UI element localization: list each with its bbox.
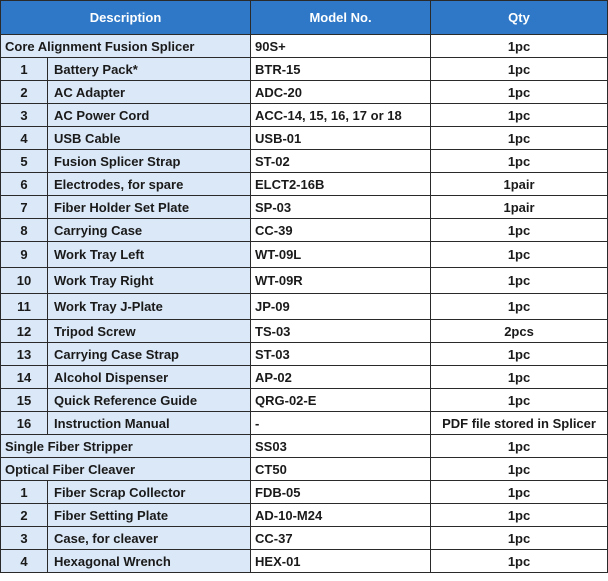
table-row: [1, 104, 608, 127]
table-row: [1, 268, 608, 294]
row-description: Quick Reference Guide: [48, 389, 251, 412]
header-row: [1, 1, 608, 35]
row-qty: 1pc: [431, 389, 608, 412]
table-row: [1, 219, 608, 242]
row-number: 1: [1, 58, 48, 81]
table-row: [1, 242, 608, 268]
row-model: ACC-14, 15, 16, 17 or 18: [251, 104, 431, 127]
row-qty: 1pc: [431, 150, 608, 173]
row-description: Carrying Case: [48, 219, 251, 242]
row-qty: 1pair: [431, 196, 608, 219]
table-row: [1, 504, 608, 527]
table-row: [1, 196, 608, 219]
row-qty: 1pc: [431, 458, 608, 481]
header-qty: Qty: [431, 1, 608, 35]
row-description: Single Fiber Stripper: [1, 435, 251, 458]
row-model: 90S+: [251, 35, 431, 58]
row-description: Case, for cleaver: [48, 527, 251, 550]
row-model: CT50: [251, 458, 431, 481]
row-qty: 1pc: [431, 219, 608, 242]
row-description: Work Tray J-Plate: [48, 294, 251, 320]
row-qty: 1pc: [431, 527, 608, 550]
row-qty: 1pc: [431, 343, 608, 366]
row-number: 4: [1, 550, 48, 573]
table-row: [1, 366, 608, 389]
row-model: CC-39: [251, 219, 431, 242]
row-description: Work Tray Right: [48, 268, 251, 294]
row-number: 3: [1, 527, 48, 550]
row-number: 13: [1, 343, 48, 366]
table-row: [1, 320, 608, 343]
row-qty: PDF file stored in Splicer: [431, 412, 608, 435]
header-description: Description: [1, 1, 251, 35]
row-description: AC Power Cord: [48, 104, 251, 127]
table-row: [1, 458, 608, 481]
row-description: Electrodes, for spare: [48, 173, 251, 196]
row-number: 2: [1, 504, 48, 527]
row-qty: 1pc: [431, 550, 608, 573]
row-model: JP-09: [251, 294, 431, 320]
row-model: -: [251, 412, 431, 435]
row-number: 16: [1, 412, 48, 435]
row-qty: 2pcs: [431, 320, 608, 343]
parts-list-body: [1, 35, 608, 573]
table-row: [1, 58, 608, 81]
table-row: [1, 35, 608, 58]
row-number: 14: [1, 366, 48, 389]
row-qty: 1pc: [431, 35, 608, 58]
row-qty: 1pc: [431, 127, 608, 150]
row-qty: 1pc: [431, 504, 608, 527]
table-row: [1, 435, 608, 458]
row-model: ELCT2-16B: [251, 173, 431, 196]
row-number: 9: [1, 242, 48, 268]
row-model: ADC-20: [251, 81, 431, 104]
table-row: [1, 343, 608, 366]
row-qty: 1pc: [431, 81, 608, 104]
row-qty: 1pc: [431, 58, 608, 81]
row-model: WT-09L: [251, 242, 431, 268]
row-model: FDB-05: [251, 481, 431, 504]
row-number: 5: [1, 150, 48, 173]
table-row: [1, 550, 608, 573]
row-number: 7: [1, 196, 48, 219]
header-model: Model No.: [251, 1, 431, 35]
row-qty: 1pc: [431, 268, 608, 294]
row-description: Fiber Setting Plate: [48, 504, 251, 527]
row-qty: 1pc: [431, 294, 608, 320]
row-description: Instruction Manual: [48, 412, 251, 435]
row-model: WT-09R: [251, 268, 431, 294]
row-description: AC Adapter: [48, 81, 251, 104]
row-description: Tripod Screw: [48, 320, 251, 343]
row-model: CC-37: [251, 527, 431, 550]
row-qty: 1pc: [431, 104, 608, 127]
row-number: 1: [1, 481, 48, 504]
table-row: [1, 412, 608, 435]
row-model: TS-03: [251, 320, 431, 343]
row-number: 2: [1, 81, 48, 104]
row-description: USB Cable: [48, 127, 251, 150]
row-model: BTR-15: [251, 58, 431, 81]
row-number: 4: [1, 127, 48, 150]
row-description: Work Tray Left: [48, 242, 251, 268]
row-qty: 1pc: [431, 435, 608, 458]
row-qty: 1pc: [431, 366, 608, 389]
row-number: 11: [1, 294, 48, 320]
row-model: QRG-02-E: [251, 389, 431, 412]
row-description: Hexagonal Wrench: [48, 550, 251, 573]
row-qty: 1pair: [431, 173, 608, 196]
table-row: [1, 150, 608, 173]
row-model: ST-02: [251, 150, 431, 173]
row-description: Fiber Scrap Collector: [48, 481, 251, 504]
row-description: Fiber Holder Set Plate: [48, 196, 251, 219]
row-qty: 1pc: [431, 242, 608, 268]
row-model: AP-02: [251, 366, 431, 389]
table-row: [1, 527, 608, 550]
table-row: [1, 81, 608, 104]
row-number: 15: [1, 389, 48, 412]
row-description: Fusion Splicer Strap: [48, 150, 251, 173]
row-number: 12: [1, 320, 48, 343]
row-model: USB-01: [251, 127, 431, 150]
row-model: ST-03: [251, 343, 431, 366]
row-number: 3: [1, 104, 48, 127]
row-model: AD-10-M24: [251, 504, 431, 527]
row-description: Core Alignment Fusion Splicer: [1, 35, 251, 58]
row-number: 6: [1, 173, 48, 196]
row-qty: 1pc: [431, 481, 608, 504]
table-row: [1, 481, 608, 504]
row-description: Optical Fiber Cleaver: [1, 458, 251, 481]
table-row: [1, 127, 608, 150]
row-description: Battery Pack*: [48, 58, 251, 81]
row-number: 8: [1, 219, 48, 242]
row-description: Carrying Case Strap: [48, 343, 251, 366]
table-row: [1, 389, 608, 412]
row-number: 10: [1, 268, 48, 294]
row-model: SS03: [251, 435, 431, 458]
row-description: Alcohol Dispenser: [48, 366, 251, 389]
table-row: [1, 173, 608, 196]
table-row: [1, 294, 608, 320]
row-model: SP-03: [251, 196, 431, 219]
row-model: HEX-01: [251, 550, 431, 573]
